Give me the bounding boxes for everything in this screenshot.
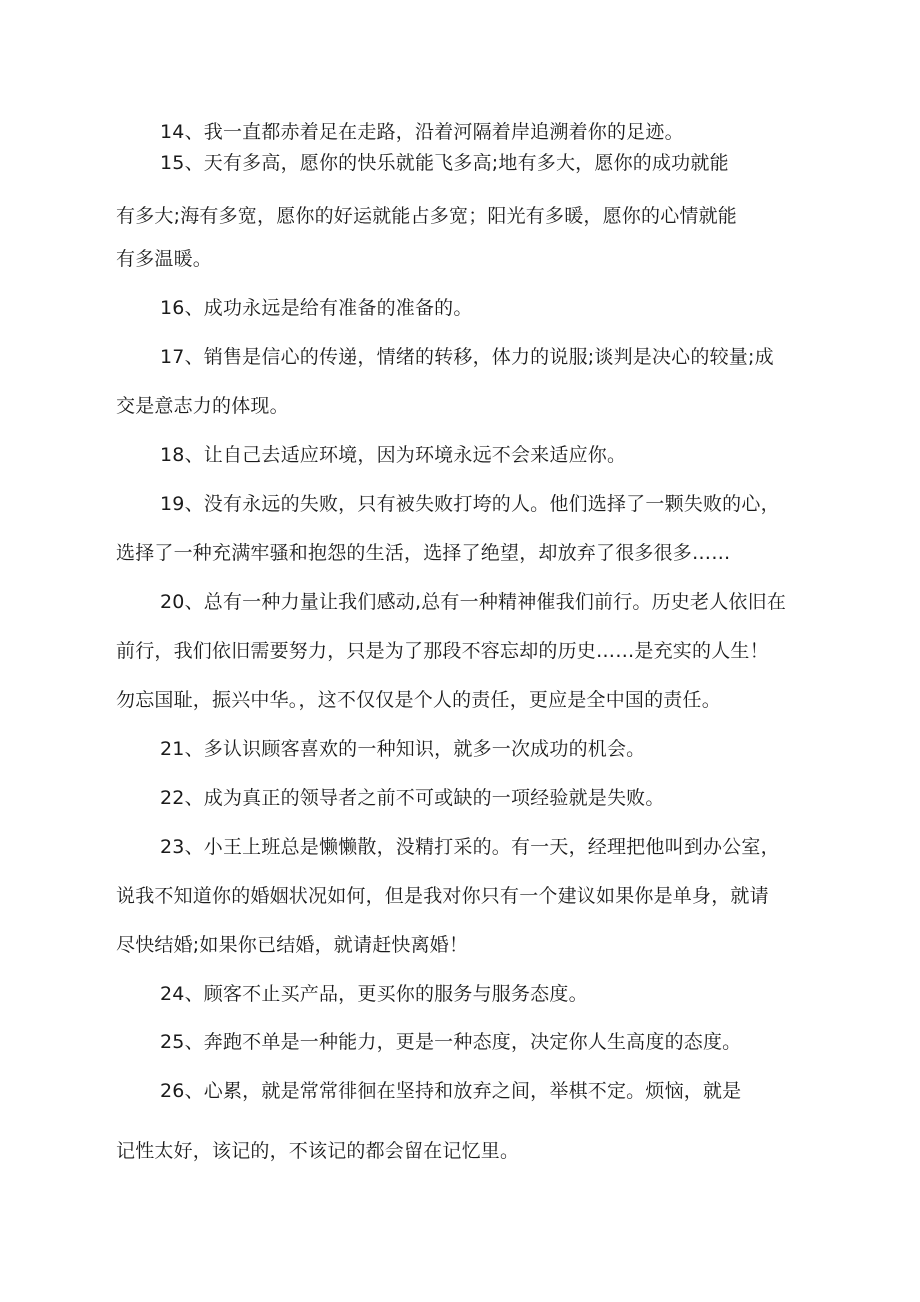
text-line-24: 24、顾客不止买产品，更买你的服务与服务态度。: [160, 983, 588, 1005]
text-line-22: 22、成为真正的领导者之前不可或缺的一项经验就是失败。: [160, 787, 665, 809]
text-line-19a: 19、没有永远的失败，只有被失败打垮的人。他们选择了一颗失败的心，: [160, 493, 780, 515]
text-line-25: 25、奔跑不单是一种能力，更是一种态度，决定你人生高度的态度。: [160, 1031, 742, 1053]
text-line-14: 14、我一直都赤着足在走路，沿着河隔着岸追溯着你的足迹。: [160, 121, 684, 143]
text-line-23b: 说我不知道你的婚姻状况如何，但是我对你只有一个建议如果你是单身，就请: [116, 885, 769, 907]
text-line-16: 16、成功永远是给有准备的准备的。: [160, 297, 473, 319]
text-line-23c: 尽快结婚;如果你已结婚，就请赶快离婚！: [116, 934, 469, 956]
text-line-20b: 前行，我们依旧需要努力，只是为了那段不容忘却的历史……是充实的人生！: [116, 640, 769, 662]
text-line-15a: 15、天有多高，愿你的快乐就能飞多高;地有多大，愿你的成功就能: [160, 152, 729, 174]
text-line-26b: 记性太好，该记的，不该记的都会留在记忆里。: [116, 1140, 520, 1162]
text-line-17a: 17、销售是信心的传递，情绪的转移，体力的说服;谈判是决心的较量;成: [160, 346, 774, 368]
text-line-20a: 20、总有一种力量让我们感动,总有一种精神催我们前行。历史老人依旧在: [160, 591, 787, 613]
text-line-26a: 26、心累，就是常常徘徊在坚持和放弃之间，举棋不定。烦恼，就是: [160, 1080, 742, 1102]
text-line-15c: 有多温暖。: [116, 248, 213, 270]
text-line-19b: 选择了一种充满牢骚和抱怨的生活，选择了绝望，却放弃了很多很多……: [116, 542, 731, 564]
text-line-17b: 交是意志力的体现。: [116, 395, 289, 417]
text-line-15b: 有多大;海有多宽，愿你的好运就能占多宽；阳光有多暖，愿你的心情就能: [116, 205, 738, 227]
text-line-21: 21、多认识顾客喜欢的一种知识，就多一次成功的机会。: [160, 738, 646, 760]
text-line-20c: 勿忘国耻，振兴中华。，这不仅仅是个人的责任，更应是全中国的责任。: [116, 689, 721, 711]
text-line-23a: 23、小王上班总是懒懒散，没精打采的。有一天，经理把他叫到办公室，: [160, 836, 780, 858]
text-line-18: 18、让自己去适应环境，因为环境永远不会来适应你。: [160, 444, 627, 466]
